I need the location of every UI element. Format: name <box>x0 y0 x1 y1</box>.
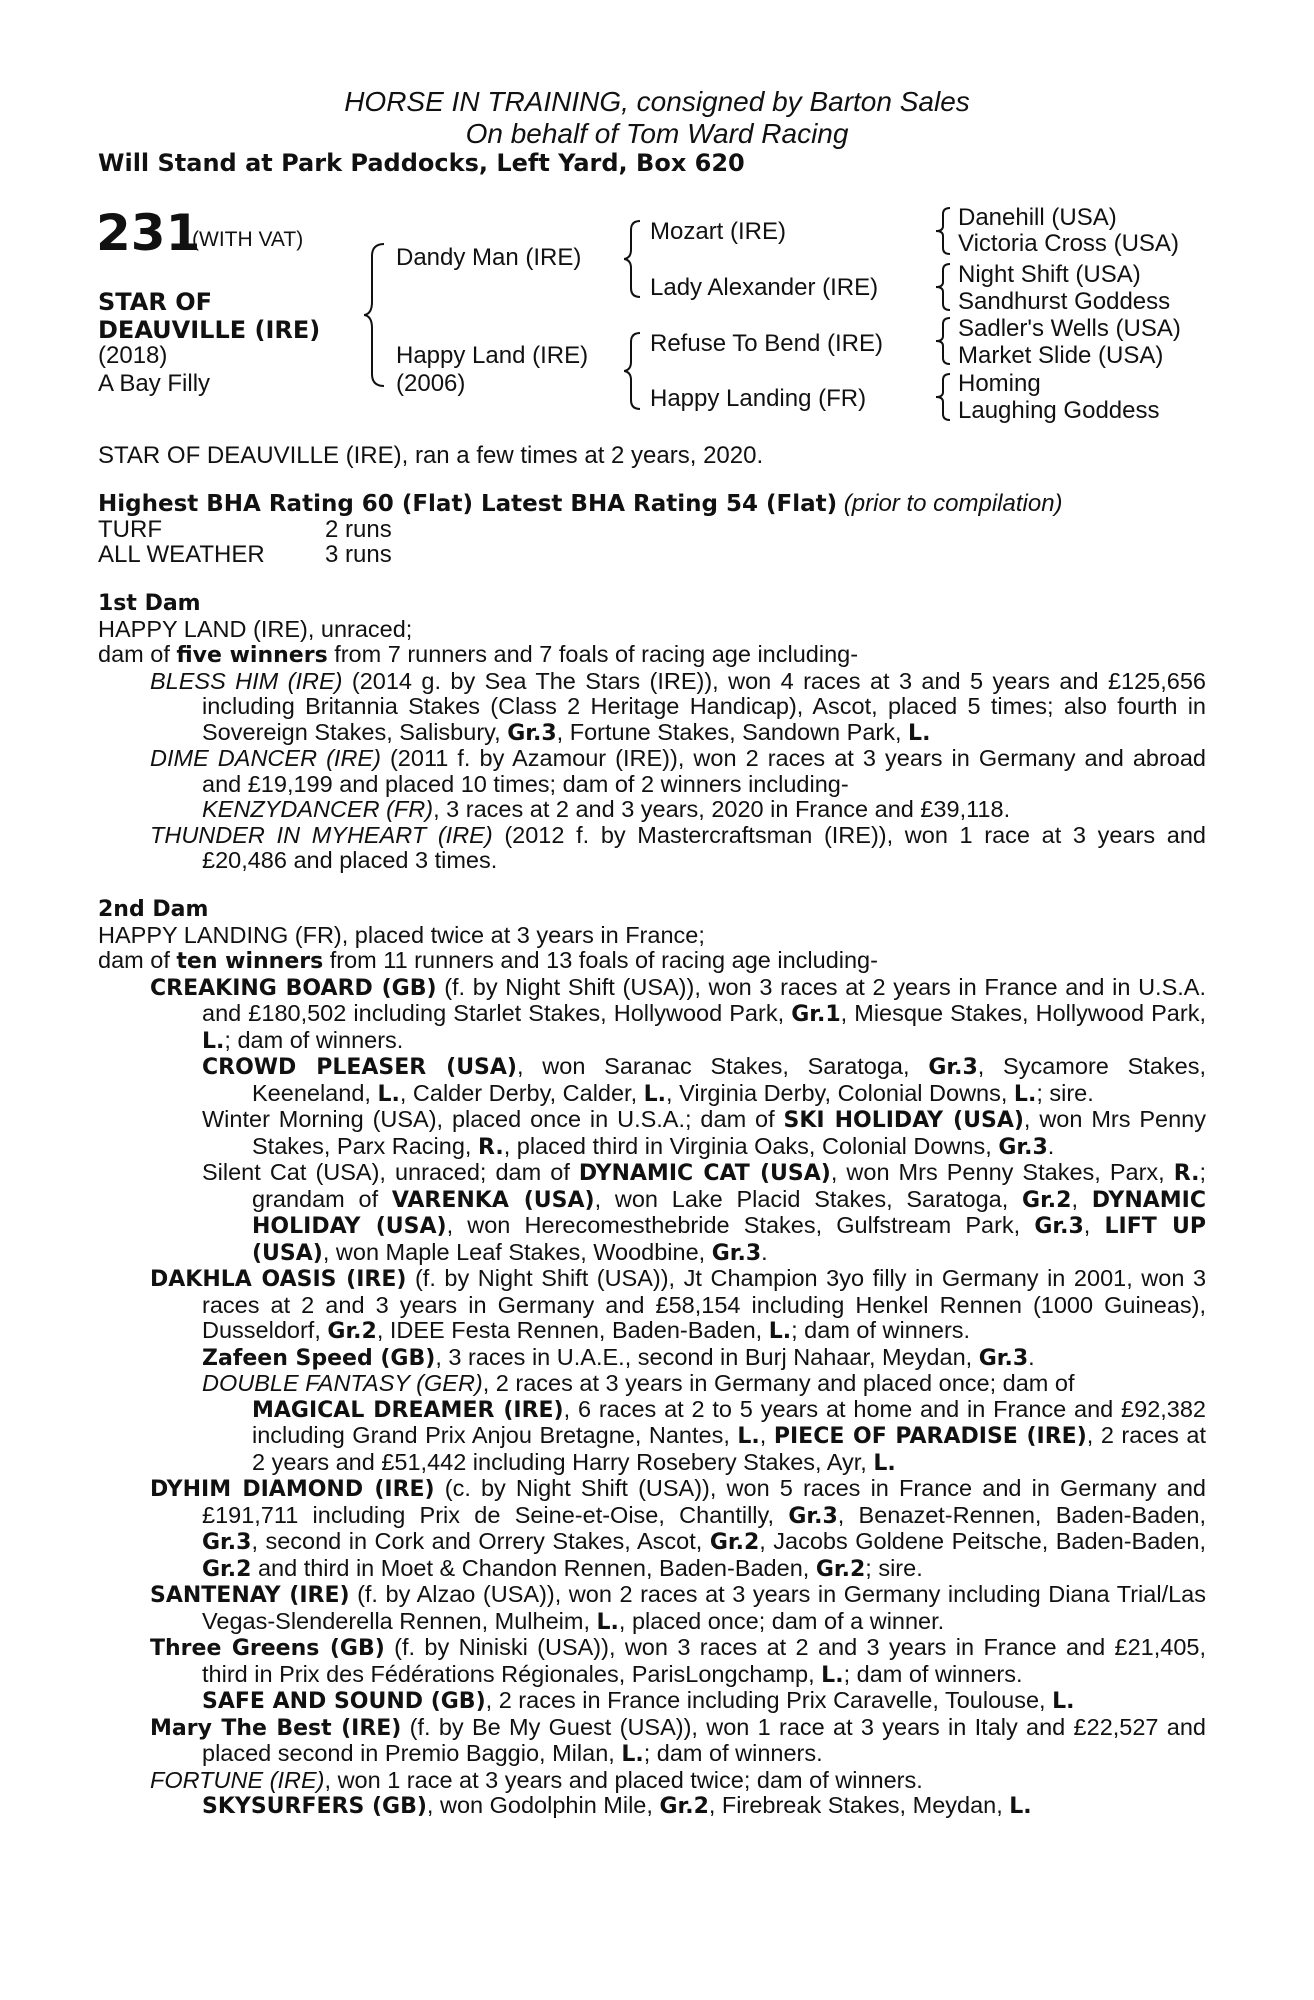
pedigree-g4: Sandhurst Goddess <box>958 288 1171 315</box>
entry-magical-dreamer: MAGICAL DREAMER (IRE), 6 races at 2 to 5 years at home and in France and £92,382 including Grand Prix Anjou Bretagne, Nantes, L., PIECE OF PARADISE (IRE), 2 races at 2 years and £51,442 including Harry Rosebery Stakes, Ayr, L. <box>252 1395 1207 1476</box>
entry-dyhim-diamond: DYHIM DIAMOND (IRE) (c. by Night Shift (USA)), won 5 races in France and in Germany and £191,711 including Prix de Seine-et-Oise, Chantilly, Gr.3, Benazet-Rennen, Baden-Baden, Gr.3, second in Cork and Orrery Stakes, Ascot, Gr.2, Jacobs Goldene Peitsche, Baden-Baden, Gr.2 and third in Moet & Chandon Rennen, Baden-Baden, Gr.2; sire. <box>150 1475 1207 1582</box>
second-dam-heading: 2nd Dam <box>98 897 209 922</box>
aw-runs: 3 runs <box>325 541 392 568</box>
pedigree-dam-dam: Happy Landing (FR) <box>650 385 867 412</box>
five-winners: five winners <box>176 643 328 668</box>
rating-bold: Highest BHA Rating 60 (Flat) Latest BHA Rating 54 (Flat) <box>98 491 838 517</box>
first-dam-heading: 1st Dam <box>98 591 201 616</box>
horse-year: (2018) <box>98 342 168 369</box>
turf-runs: 2 runs <box>325 516 392 543</box>
entry-creaking-board: CREAKING BOARD (GB) (f. by Night Shift (USA)), won 3 races at 2 years in France and in U.S.A. and £180,502 including Starlet Stakes, Hollywood Park, Gr.1, Miesque Stakes, Hollywood Park, L.; dam of winners. <box>150 973 1206 1054</box>
pedigree-brace-dam <box>624 330 644 412</box>
entry-thunder: THUNDER IN MYHEART (IRE) (2012 f. by Mastercraftsman (IRE)), won 1 race at 3 years and £20,486 and placed 3 times. <box>150 821 1206 873</box>
first-dam-section <box>98 590 1206 874</box>
entry-fortune: FORTUNE (IRE), won 1 race at 3 years and placed twice; dam of winners. <box>150 1766 923 1793</box>
vat-note: (WITH VAT) <box>192 228 304 251</box>
race-summary: STAR OF DEAUVILLE (IRE), ran a few times at 2 years, 2020. <box>98 442 764 469</box>
pedigree-dam-year: (2006) <box>396 370 466 397</box>
entry-santenay: SANTENAY (IRE) (f. by Alzao (USA)), won 2 races at 3 years in Germany including Diana Trial/Las Vegas-Slenderella Rennen, Mulheim, L., placed once; dam of a winner. <box>150 1581 1206 1635</box>
pedigree-sire-sire: Mozart (IRE) <box>650 218 787 245</box>
horse-name-line1: STAR OF <box>98 288 212 316</box>
entry-three-greens: Three Greens (GB) (f. by Niniski (USA)), won 3 races at 2 and 3 years in France and £21,405, third in Prix des Fédérations Régionales, ParisLongchamp, L.; dam of winners. <box>150 1634 1206 1688</box>
first-dam-intro: HAPPY LAND (IRE), unraced; <box>98 615 413 642</box>
lot-number: 231 <box>96 204 201 262</box>
pedigree-g6: Market Slide (USA) <box>958 342 1164 369</box>
second-dam-section <box>98 896 1206 1820</box>
consignor-line: HORSE IN TRAINING, consigned by Barton Sales <box>344 86 970 117</box>
pedigree-dam-sire: Refuse To Bend (IRE) <box>650 330 884 357</box>
pedigree-sire-dam: Lady Alexander (IRE) <box>650 274 879 301</box>
ten-winners: ten winners <box>176 949 324 974</box>
entry-double-fantasy: DOUBLE FANTASY (GER), 2 races at 3 years in Germany and placed once; dam of <box>202 1370 1075 1396</box>
entry-skysurfers: SKYSURFERS (GB), won Godolphin Mile, Gr.2, Firebreak Stakes, Meydan, L. <box>202 1792 1032 1819</box>
pedigree-brace-g56 <box>936 316 954 366</box>
entry-zafeen-speed: Zafeen Speed (GB), 3 races in U.A.E., second in Burj Nahaar, Meydan, Gr.3. <box>202 1343 1035 1371</box>
pedigree-sire: Dandy Man (IRE) <box>396 244 582 271</box>
behalf-line: On behalf of Tom Ward Racing <box>465 118 849 149</box>
second-dam-produce: dam of ten winners from 11 runners and 13 foals of racing age including- <box>98 947 878 974</box>
entry-safe-and-sound: SAFE AND SOUND (GB), 2 races in France including Prix Caravelle, Toulouse, L. <box>202 1687 1075 1714</box>
aw-label: ALL WEATHER <box>98 541 265 568</box>
pedigree-brace-g12 <box>936 206 954 256</box>
pedigree-g2: Victoria Cross (USA) <box>958 230 1179 257</box>
entry-silent-cat: Silent Cat (USA), unraced; dam of DYNAMIC CAT (USA), won Mrs Penny Stakes, Parx, R.; grandam of VARENKA (USA), won Lake Placid Stakes, Saratoga, Gr.2, DYNAMIC HOLIDAY (USA), won Herecomesthebride Stakes, Gulfstream Park, Gr.3, LIFT UP (USA), won Maple Leaf Stakes, Woodbine, Gr.3. <box>202 1159 1207 1266</box>
horse-description: A Bay Filly <box>98 370 211 397</box>
pedigree-g3: Night Shift (USA) <box>958 261 1141 288</box>
stand-line: Will Stand at Park Paddocks, Left Yard, Box 620 <box>98 149 745 177</box>
pedigree-g5: Sadler's Wells (USA) <box>958 315 1181 342</box>
first-dam-produce: dam of five winners from 7 runners and 7 foals of racing age including- <box>98 641 859 668</box>
entry-mary-the-best: Mary The Best (IRE) (f. by Be My Guest (USA)), won 1 race at 3 years in Italy and £22,527 and placed second in Premio Baggio, Milan, L.; dam of winners. <box>150 1713 1207 1767</box>
pedigree-brace-g78 <box>936 372 954 422</box>
entry-dime-dancer: DIME DANCER (IRE) (2011 f. by Azamour (IRE)), won 2 races at 3 years in Germany and abroad and £19,199 and placed 10 times; dam of 2 winners including- <box>150 745 1206 797</box>
entry-dakhla-oasis: DAKHLA OASIS (IRE) (f. by Night Shift (USA)), Jt Champion 3yo filly in Germany in 2001, won 3 races at 2 and 3 years in Germany and £58,154 including Henkel Rennen (1000 Guineas), Dusseldorf, Gr.2, IDEE Festa Rennen, Baden-Baden, L.; dam of winners. <box>150 1265 1207 1344</box>
second-dam-intro: HAPPY LANDING (FR), placed twice at 3 years in France; <box>98 921 705 948</box>
entry-kenzydancer: KENZYDANCER (FR), 3 races at 2 and 3 years, 2020 in France and £39,118. <box>202 796 1011 822</box>
horse-name-line2: DEAUVILLE (IRE) <box>98 316 321 344</box>
rating-line <box>98 490 1063 518</box>
entry-winter-morning: Winter Morning (USA), placed once in U.S.A.; dam of SKI HOLIDAY (USA), won Mrs Penny Stakes, Parx Racing, R., placed third in Virginia Oaks, Colonial Downs, Gr.3. <box>202 1106 1206 1160</box>
entry-crowd-pleaser: CROWD PLEASER (USA), won Saranac Stakes, Saratoga, Gr.3, Sycamore Stakes, Keeneland, L., Calder Derby, Calder, L., Virginia Derby, Colonial Downs, L.; sire. <box>202 1053 1206 1107</box>
pedigree-brace-g34 <box>936 262 954 312</box>
rating-note: (prior to compilation) <box>843 490 1063 517</box>
pedigree-g8: Laughing Goddess <box>958 397 1160 424</box>
pedigree-brace-main <box>364 240 390 390</box>
entry-bless-him: BLESS HIM (IRE) (2014 g. by Sea The Stars (IRE)), won 4 races at 3 and 5 years and £125,656 including Britannia Stakes (Class 2 Heritage Handicap), Ascot, placed 5 times; also fourth in Sovereign Stakes, Salisbury, Gr.3, Fortune Stakes, Sandown Park, L. <box>150 667 1206 746</box>
pedigree-g7: Homing <box>958 370 1041 397</box>
pedigree-dam: Happy Land (IRE) <box>396 342 589 369</box>
pedigree-brace-sire <box>624 218 644 300</box>
pedigree-g1: Danehill (USA) <box>958 204 1117 231</box>
turf-label: TURF <box>98 516 162 543</box>
